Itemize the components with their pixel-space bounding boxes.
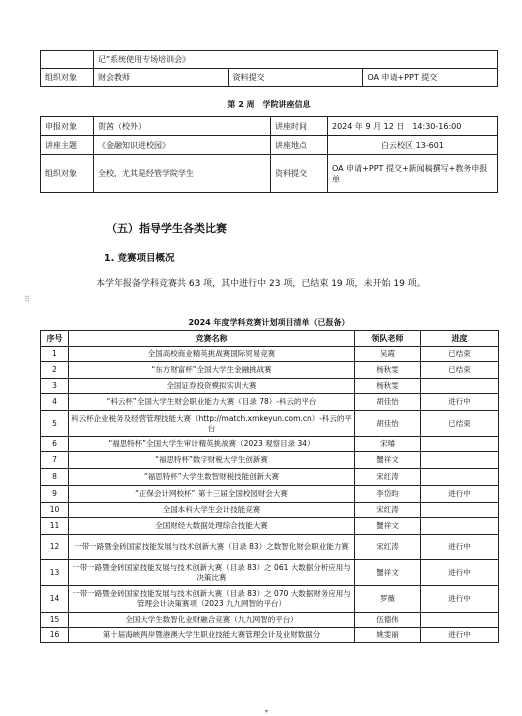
cell-progress	[421, 469, 499, 486]
cell-leader: 胡佳怡	[355, 394, 421, 411]
cell-no: 10	[41, 503, 69, 518]
place-value: 白云校区 13-601	[328, 136, 498, 155]
table-row	[41, 117, 498, 136]
cell-no: 8	[41, 469, 69, 486]
cell-progress: 已结束	[421, 347, 499, 362]
text-cursor-icon: ▾	[265, 708, 269, 715]
time-value: 2024 年 9 月 12 日 14:30-16:00	[328, 117, 498, 136]
cell-no: 12	[41, 535, 69, 560]
table-row	[41, 155, 498, 193]
cell-name: 全国本科大学生会计技能竞赛	[69, 503, 355, 518]
org-label: 组织对象	[41, 155, 94, 193]
table-row	[41, 613, 499, 628]
cell-no: 4	[41, 394, 69, 411]
cell-no: 14	[41, 586, 69, 613]
cell-progress: 进行中	[421, 586, 499, 613]
cell-no: 9	[41, 486, 69, 503]
header-name: 竞赛名称	[69, 331, 355, 347]
cell-leader: 杨秋雯	[355, 379, 421, 394]
cell-no: 16	[41, 628, 69, 643]
cell-progress: 进行中	[421, 486, 499, 503]
week2-lecture-table	[40, 116, 498, 193]
table-row	[41, 452, 499, 469]
cell-no: 6	[41, 437, 69, 452]
table-row	[41, 560, 499, 586]
table-row	[41, 136, 498, 155]
table-row	[41, 469, 499, 486]
cell-leader: 胡佳怡	[355, 411, 421, 437]
cell-no: 13	[41, 560, 69, 586]
table-cell: 记”系统使用专场培训会》	[94, 51, 498, 69]
cell-leader: 李岱昀	[355, 486, 421, 503]
header-leader: 领队老师	[355, 331, 421, 347]
table-row	[41, 51, 498, 69]
cell-name: 一带一路暨金砖国家技能发展与技术创新大赛（目录 83）之 061 大数据分析应用与决策比赛	[69, 560, 355, 586]
table-row	[41, 486, 499, 503]
submit-label: 资料提交	[271, 155, 328, 193]
cell-leader: 蟹祥文	[355, 452, 421, 469]
cell-no: 2	[41, 362, 69, 379]
cell-no: 1	[41, 347, 69, 362]
cell-leader: 姚雯丽	[355, 628, 421, 643]
cell-no: 3	[41, 379, 69, 394]
cell-name: “福思特杯”全国大学生审计精英挑战赛（2023 观察目录 34）	[69, 437, 355, 452]
week2-title: 第 2 周 学院讲座信息	[227, 100, 311, 109]
cell-name: 一带一路暨金砖国家技能发展与技术创新大赛（目录 83）之数智化财会职业能力赛	[69, 535, 355, 560]
cell-no: 5	[41, 411, 69, 437]
table-header-row	[41, 331, 499, 347]
cell-progress: 进行中	[421, 394, 499, 411]
applicant-label: 申报对象	[41, 117, 94, 136]
cell-progress	[421, 437, 499, 452]
table-row	[41, 628, 499, 643]
time-label: 讲座时间	[271, 117, 328, 136]
table-row	[41, 362, 499, 379]
cell-leader: 宋红涛	[355, 535, 421, 560]
cell-progress	[421, 518, 499, 535]
cell-name: 全国证券投资模拟实训大赛	[69, 379, 355, 394]
applicant-value: 贺茜（校外）	[94, 117, 271, 136]
cell-name: “福思特杯”大学生数智财税技能创新大赛	[69, 469, 355, 486]
cell-no: 7	[41, 452, 69, 469]
org-label: 组织对象	[41, 69, 94, 87]
org-value: 财会教师	[94, 69, 229, 87]
table-cell-empty	[41, 51, 94, 69]
submit-label: 资料提交	[228, 69, 363, 87]
cell-name: “东方财富杯”全国大学生金融挑战赛	[69, 362, 355, 379]
org-value: 全校，尤其是经管学院学生	[94, 155, 271, 193]
cell-name: 第十届海峡两岸暨港澳大学生职业技能大赛管理会计及业财数据分	[69, 628, 355, 643]
cell-progress: 进行中	[421, 628, 499, 643]
subsection-heading: 1. 竞赛项目概况	[104, 253, 175, 264]
submit-value: OA 申请+PPT 提交+新闻稿撰写+教务申报单	[328, 155, 498, 193]
section-heading: （五）指导学生各类比赛	[106, 222, 227, 235]
cell-name: 全国高校商业精英挑战赛国际贸易竞赛	[69, 347, 355, 362]
cell-leader: 宋璿	[355, 437, 421, 452]
drag-handle-icon[interactable]: ⠿	[24, 295, 30, 304]
competition-table	[40, 330, 499, 643]
header-no: 序号	[41, 331, 69, 347]
cell-name: “科云杯”全国大学生财会职业能力大赛（目录 78）-科云的平台	[69, 394, 355, 411]
cell-name: 一带一路暨金砖国家技能发展与技术创新大赛（目录 83）之 070 大数据财务应用与管理会计决策赛项（2023 九九网智的平台）	[69, 586, 355, 613]
cell-progress: 进行中	[421, 560, 499, 586]
cell-progress: 已结束	[421, 411, 499, 437]
table-row	[41, 347, 499, 362]
cell-name: “福思特杯”数字财税大学生创新赛	[69, 452, 355, 469]
table-row	[41, 69, 498, 87]
cell-progress: 进行中	[421, 535, 499, 560]
table-row	[41, 411, 499, 437]
cell-leader: 罗薇	[355, 586, 421, 613]
submit-value: OA 申请+PPT 提交	[363, 69, 498, 87]
cell-no: 11	[41, 518, 69, 535]
cell-leader: 蟹祥文	[355, 560, 421, 586]
cell-leader: 伍德伟	[355, 613, 421, 628]
cell-leader: 杨秋雯	[355, 362, 421, 379]
topic-label: 讲座主题	[41, 136, 94, 155]
cell-no: 15	[41, 613, 69, 628]
table-row	[41, 394, 499, 411]
cell-name: 全国大学生数智化业财融合竞赛（九九网智的平台）	[69, 613, 355, 628]
table-row	[41, 535, 499, 560]
cell-progress	[421, 452, 499, 469]
cell-name: 科云杯企业税务及经营管理技能大赛（http://match.xmkeyun.com.cn）-科云的平台	[69, 411, 355, 437]
table-row	[41, 586, 499, 613]
place-label: 讲座地点	[271, 136, 328, 155]
cell-progress	[421, 503, 499, 518]
table-row	[41, 379, 499, 394]
cell-leader: 蟹祥文	[355, 518, 421, 535]
cell-leader: 宋红涛	[355, 503, 421, 518]
table-row	[41, 518, 499, 535]
topic-value: 《金融知识进校园》	[94, 136, 271, 155]
cell-name: “正保会计网校杯” 第十三届全国校园财会大赛	[69, 486, 355, 503]
cell-progress	[421, 613, 499, 628]
cell-progress	[421, 379, 499, 394]
cell-name: 全国财经大数据处理综合技能大赛	[69, 518, 355, 535]
competition-table-title: 2024 年度学科竞赛计划项目清单（已报备）	[188, 318, 350, 327]
table-row	[41, 437, 499, 452]
cell-leader: 吴霞	[355, 347, 421, 362]
header-progress: 进度	[421, 331, 499, 347]
overview-paragraph: 本学年报备学科竞赛共 63 项，其中进行中 23 项，已结束 19 项，未开始 19 项。	[96, 279, 426, 289]
lecture-info-table-continued	[40, 50, 498, 87]
cell-progress: 已结束	[421, 362, 499, 379]
table-row	[41, 503, 499, 518]
cell-leader: 宋红涛	[355, 469, 421, 486]
